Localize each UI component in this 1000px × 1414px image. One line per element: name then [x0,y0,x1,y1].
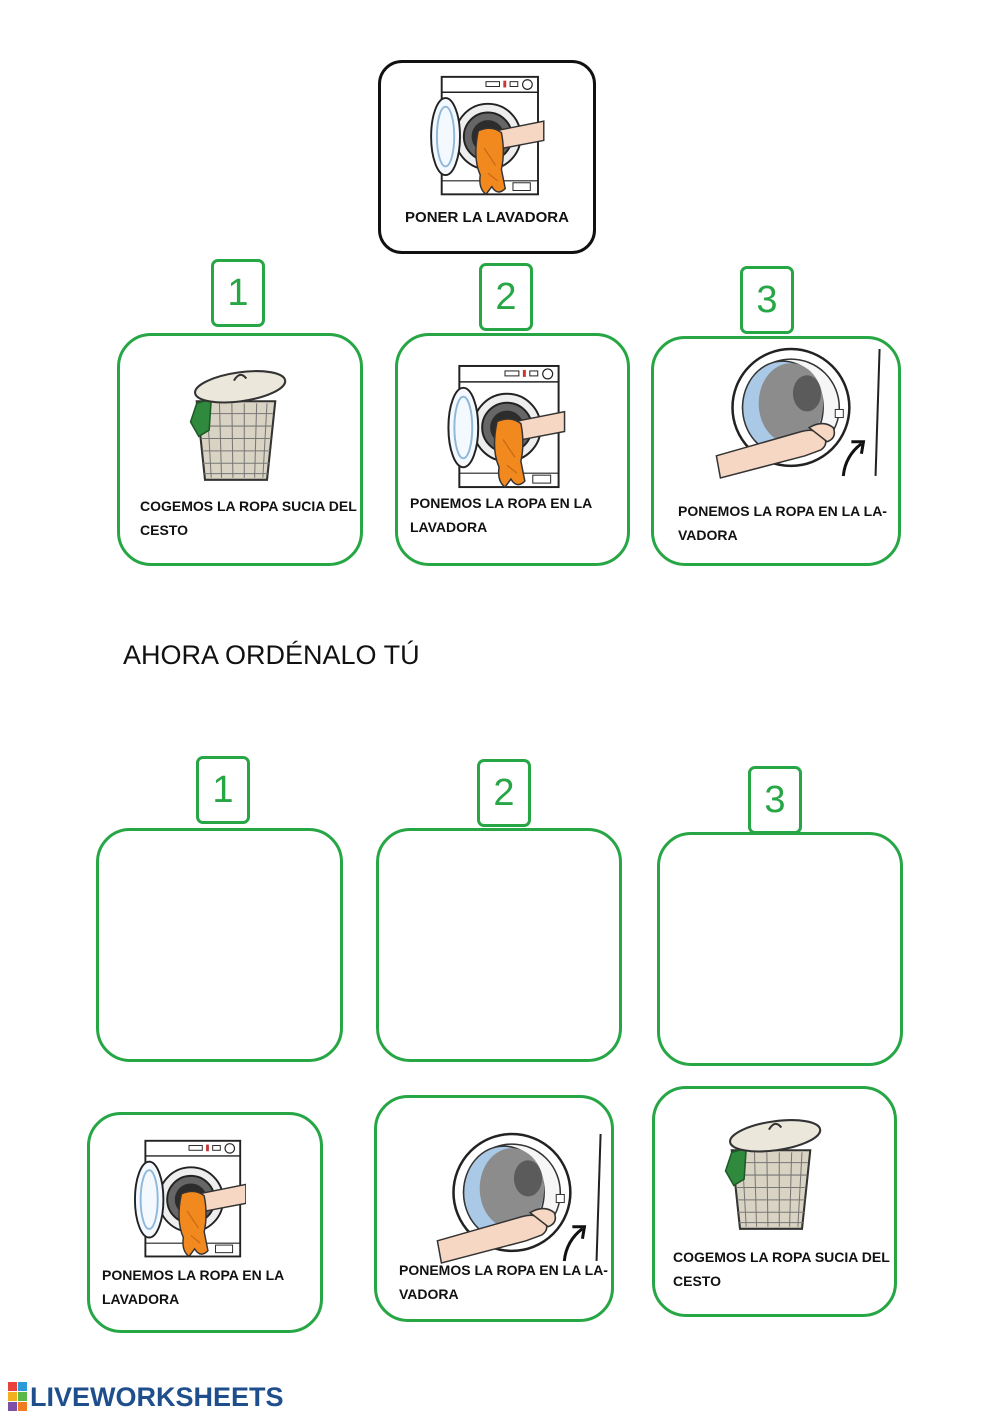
example-card-3-caption: PONEMOS LA ROPA EN LA LA- VADORA [678,503,887,543]
washing-machine-icon [444,362,566,496]
example-card-1 [117,333,363,566]
exercise-number-3: 3 [748,766,802,834]
laundry-basket-icon [719,1111,823,1235]
title-label: PONER LA LAVADORA [405,209,569,226]
instruction-heading: AHORA ORDÉNALO TÚ [123,640,420,670]
option-card-2-caption: PONEMOS LA ROPA EN LA LA- VADORA [399,1262,608,1302]
example-card-2 [395,333,630,566]
example-number-3: 3 [740,266,794,334]
option-card-3[interactable] [652,1086,897,1317]
brand-name: LIVEWORKSHEETS [30,1381,284,1412]
example-card-3 [651,336,901,566]
close-door-icon [431,1130,613,1266]
washing-machine-icon [419,73,553,203]
option-card-2[interactable] [374,1095,614,1322]
answer-slot-2[interactable] [376,828,622,1062]
answer-slot-1[interactable] [96,828,343,1062]
close-door-icon [710,345,892,481]
washing-machine-icon [132,1137,246,1265]
logo-blocks-icon [8,1382,28,1412]
liveworksheets-logo [8,1380,284,1414]
example-card-2-caption: PONEMOS LA ROPA EN LA LAVADORA [410,495,593,535]
option-card-1[interactable] [87,1112,323,1333]
option-card-1-caption: PONEMOS LA ROPA EN LA LAVADORA [102,1267,285,1307]
option-card-3-caption: COGEMOS LA ROPA SUCIA DEL CESTO [673,1249,890,1289]
example-number-2: 2 [479,263,533,331]
example-number-1: 1 [211,259,265,327]
example-card-1-caption: COGEMOS LA ROPA SUCIA DEL CESTO [140,498,357,538]
answer-slot-3[interactable] [657,832,903,1066]
title-card [378,60,596,254]
laundry-basket-icon [184,362,288,486]
exercise-number-1: 1 [196,756,250,824]
exercise-number-2: 2 [477,759,531,827]
